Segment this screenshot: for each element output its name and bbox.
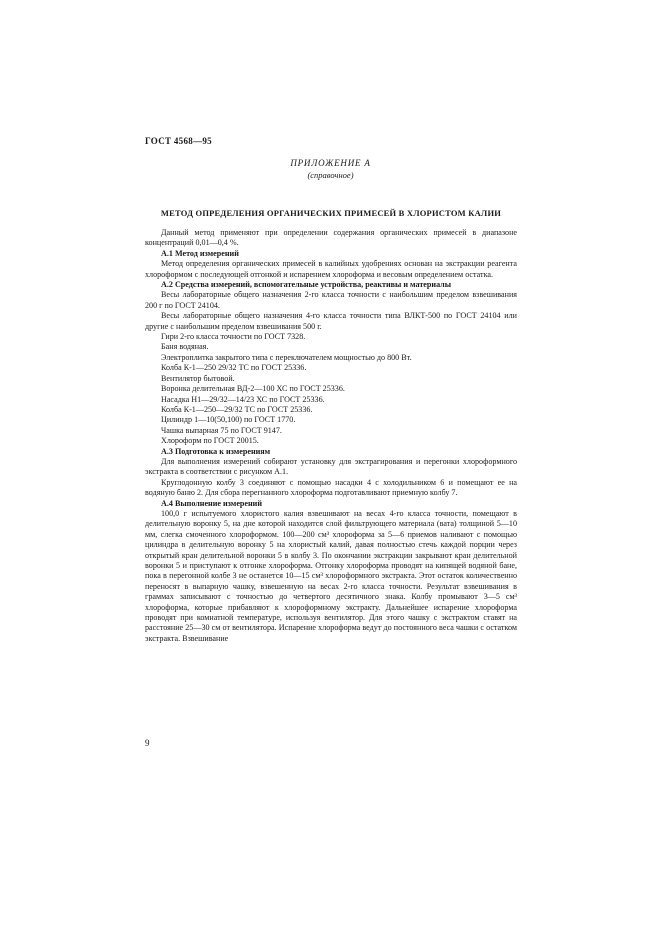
running-header: ГОСТ 4568—95 [145, 136, 212, 146]
equipment-item: Весы лабораторные общего назначения 4-го класса точности типа ВЛКТ-500 по ГОСТ 24104 или другие с наибольшим пределом взвешивания 500 г. [145, 311, 517, 331]
equipment-item: Цилиндр 1—10(50,100) по ГОСТ 1770. [161, 415, 296, 425]
document-body [145, 228, 517, 644]
paragraph: Метод определения органических примесей в калийных удобрениях основан на экстракции реагента хлороформом с последующей отгонкой и испарением хлороформа и весовым определением остатка. [145, 259, 517, 279]
equipment-item: Насадка Н1—29/32—14/23 ХС по ГОСТ 25336. [161, 394, 325, 404]
equipment-item: Колба К-1—250—29/32 ТС по ГОСТ 25336. [161, 404, 313, 414]
document-title: МЕТОД ОПРЕДЕЛЕНИЯ ОРГАНИЧЕСКИХ ПРИМЕСЕЙ В ХЛОРИСТОМ КАЛИИ [160, 208, 502, 218]
equipment-item: Воронка делительная ВД-2—100 ХС по ГОСТ 25336. [161, 384, 345, 394]
section-heading-a3: А.3 Подготовка к измерениям [161, 446, 271, 456]
appendix-title: ПРИЛОЖЕНИЕ А [290, 158, 371, 168]
equipment-item: Вентилятор бытовой. [161, 373, 235, 383]
equipment-item: Баня водяная. [161, 342, 209, 352]
equipment-item: Чашка выпарная 75 по ГОСТ 9147. [161, 425, 282, 435]
paragraph: Для выполнения измерений собирают установку для экстрагирования и перегонки хлороформного экстракта в соответствии с рисунком А.1. [145, 456, 517, 477]
section-heading-a1: А.1 Метод измерений [161, 248, 239, 258]
paragraph: Круглодонную колбу 3 соединяют с помощью насадки 4 с холодильником 6 и помещают ее на водяную баню 2. Для сбора перегнанного хлороформа подготавливают приемную колбу 7. [145, 477, 517, 498]
section-heading-a4: А.4 Выполнение измерений [161, 498, 262, 508]
section-heading-a2: А.2 Средства измерений, вспомогательные устройства, реактивы и материалы [161, 280, 452, 290]
paragraph: 100,0 г испытуемого хлористого калия взвешивают на весах 4-го класса точности, помещают в делительную воронку 5, на дне которой находится слой фильтрующего материала (вата) толщиной 5—10 мм, слегка смоченного хлороформом. 100—200 см³ хлороформа за 5—6 приемов наливают с помощью цилиндра в делительную воронку 5 на хлористый калий, давая полностью стечь каждой порции через открытый кран делительной воронки 5 в колбу 3. По окончании экстракции закрывают кран делительной воронки 5 и приступают к отгонке хлороформа. Отгонку хлороформа проводят на кипящей водяной бане, пока в перегонной колбе 3 не останется 10—15 см³ хлороформного экстракта. Этот остаток количественно переносят в выпарную чашку, взвешенную на весах 2-го класса точности. Результат взвешивания в граммах записывают с точностью до четвертого десятичного знака. Колбу промывают 3—5 см³ хлороформа, которые прибавляют к хлороформному экстракту. Дальнейшее испарение хлороформа проводят при комнатной температуре, используя вентилятор. Для этого чашку с экстрактом ставят на расстояние 25—30 см от вентилятора. Испарение хлороформа ведут до постоянного веса чашки с остатком экстракта. Взвешивание [145, 508, 517, 643]
equipment-item: Хлороформ по ГОСТ 20015. [161, 436, 259, 446]
equipment-item: Колба К-1—250 29/32 ТС по ГОСТ 25336. [161, 363, 307, 373]
equipment-item: Электроплитка закрытого типа с переключателем мощностью до 800 Вт. [161, 352, 412, 362]
appendix-subtitle: (справочное) [307, 170, 354, 180]
intro-paragraph: Данный метод применяют при определении содержания органических примесей в диапазоне концентраций 0,01—0,4 %. [145, 228, 517, 248]
equipment-item: Весы лабораторные общего назначения 2-го класса точности с наибольшим пределом взвешивания 200 г по ГОСТ 24104. [145, 290, 517, 310]
page-number: 9 [145, 738, 150, 748]
equipment-item: Гири 2-го класса точности по ГОСТ 7328. [161, 332, 306, 342]
